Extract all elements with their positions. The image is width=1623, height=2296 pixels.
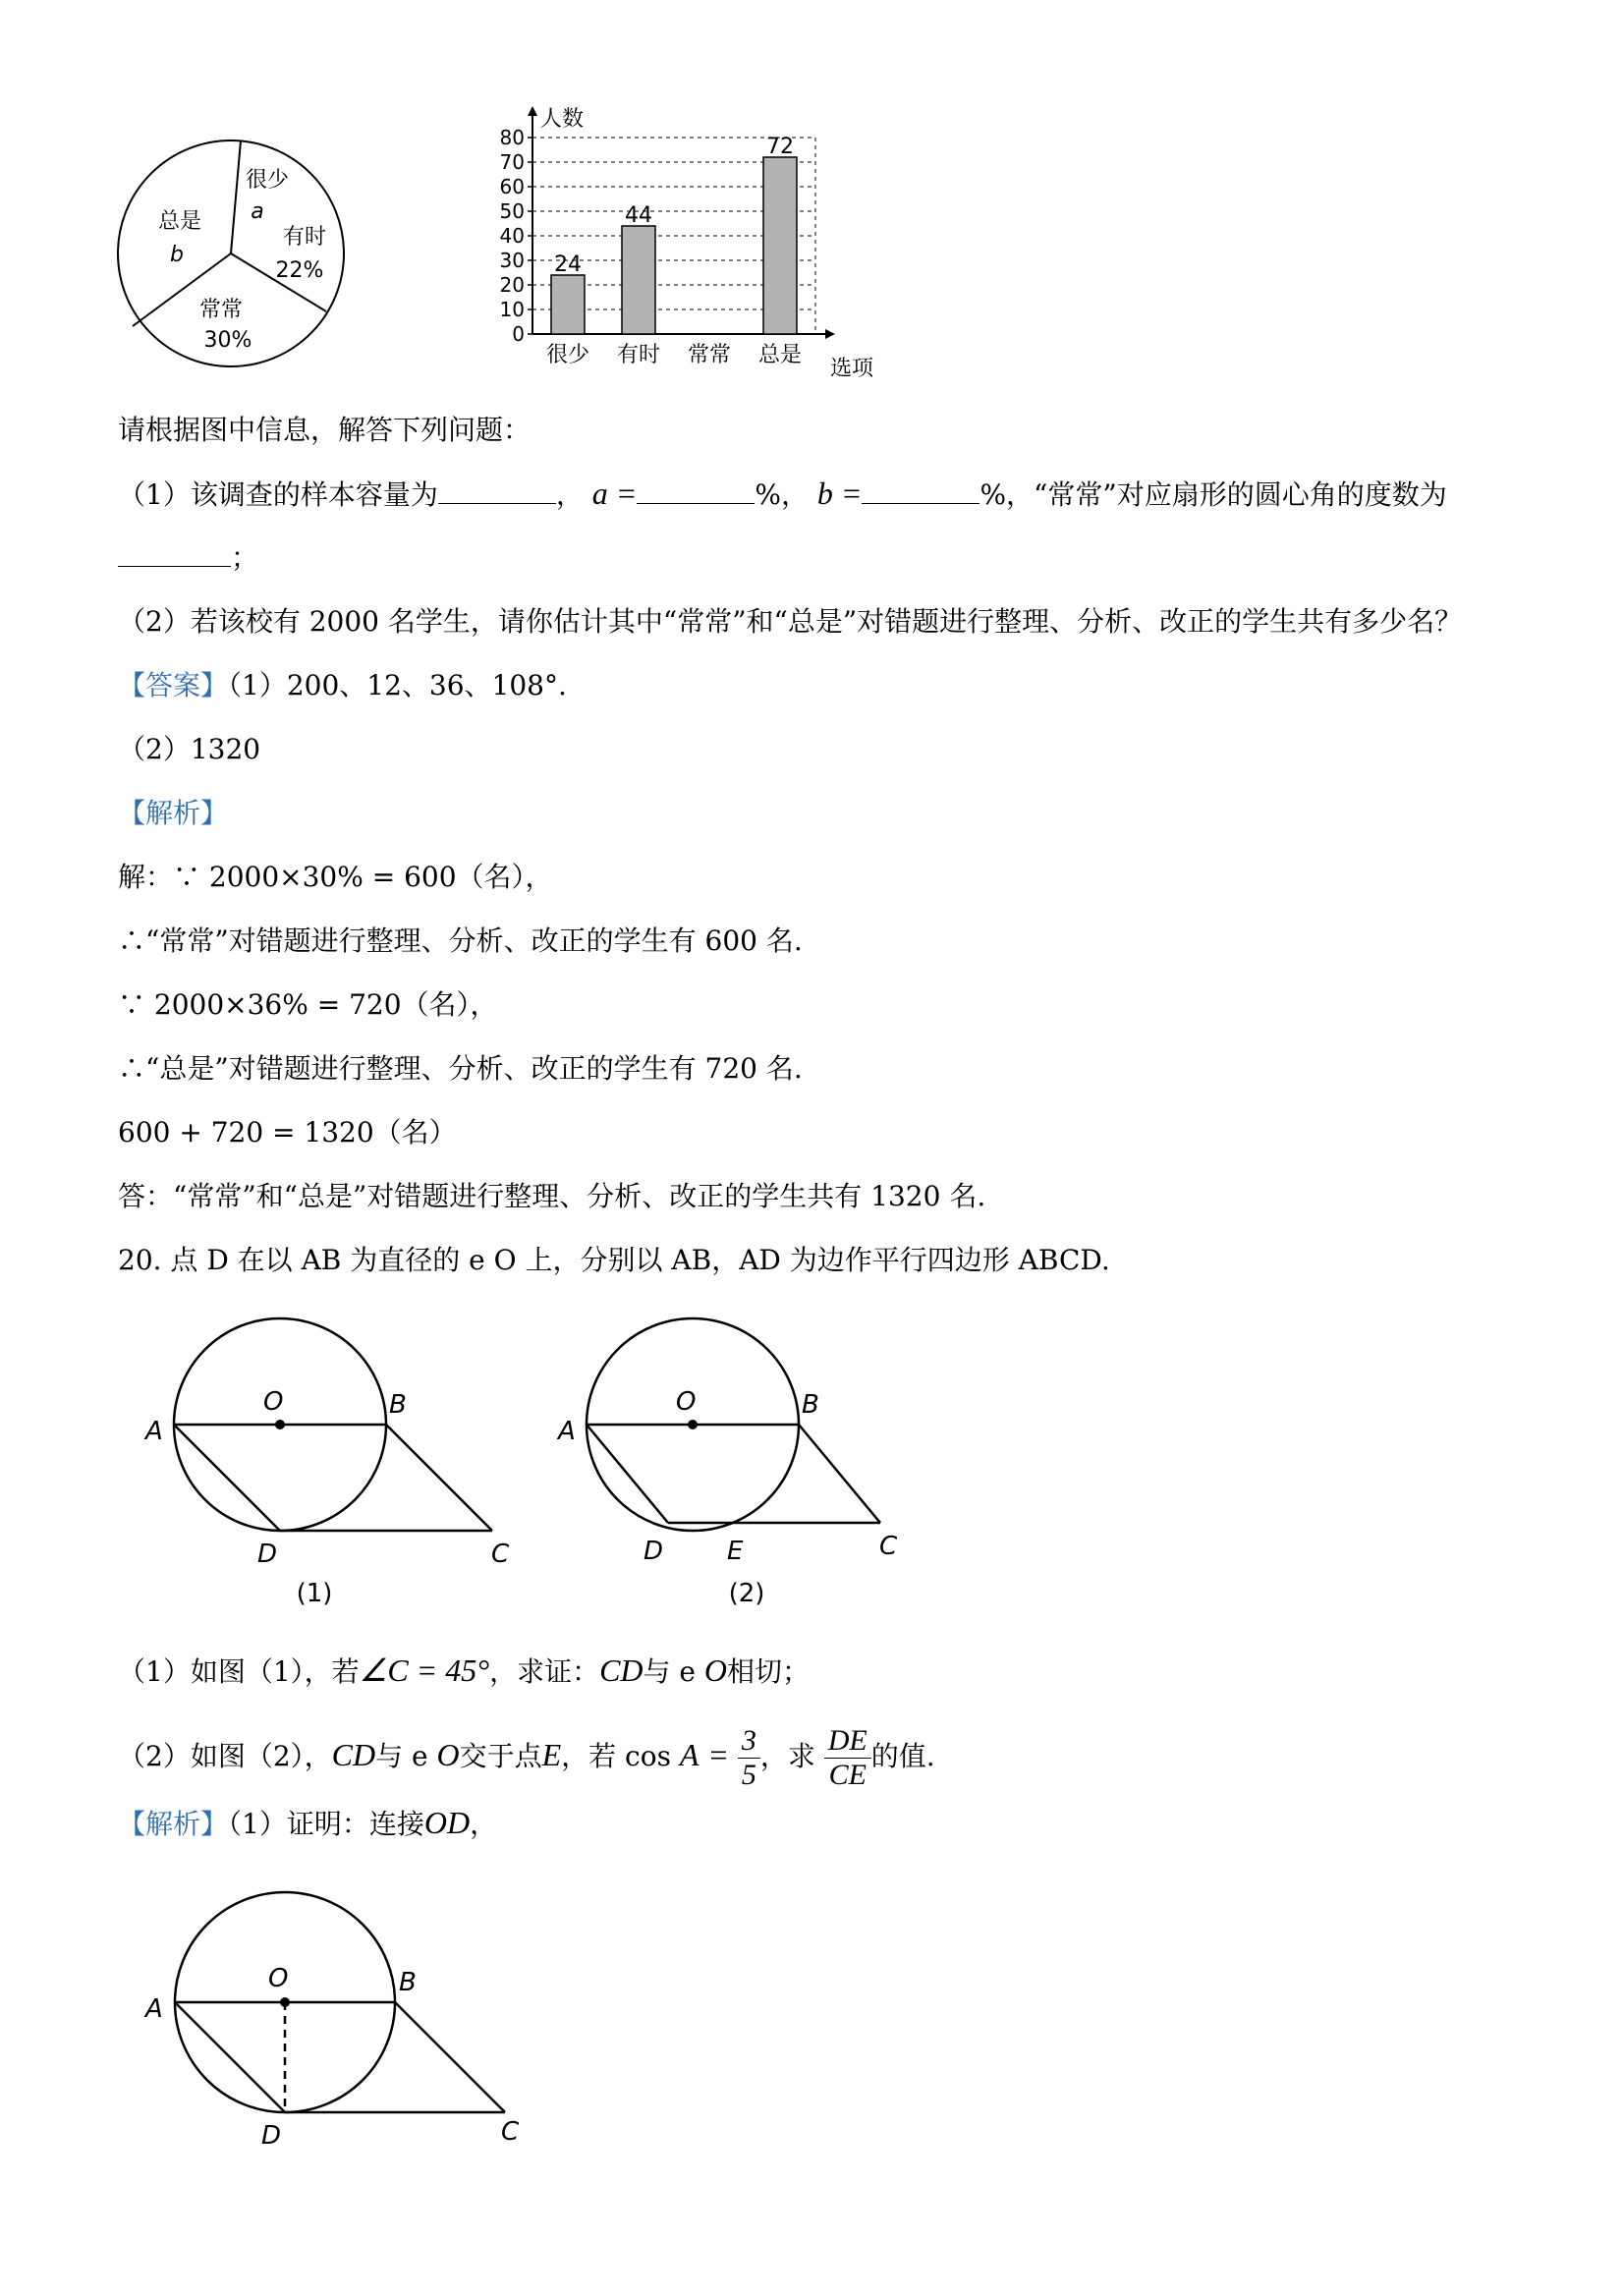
solution-line-2: ∴“常常”对错题进行整理、分析、改正的学生有 600 名. bbox=[118, 924, 803, 957]
pie-label-youshi: 有时 bbox=[282, 225, 327, 250]
fig2-label-A: A bbox=[558, 1417, 576, 1446]
pie-chart bbox=[108, 138, 354, 383]
x-tick-label: 总是 bbox=[757, 343, 803, 367]
pie-label-zongshi: 总是 bbox=[157, 209, 202, 234]
figure-3 bbox=[138, 1876, 550, 2161]
solution-line-6: 答：“常常”和“总是”对错题进行整理、分析、改正的学生共有 1320 名. bbox=[118, 1180, 986, 1212]
x-axis-label: 选项 bbox=[830, 357, 874, 381]
y-tick-label: 50 bbox=[499, 199, 525, 223]
fig1-label-C: C bbox=[491, 1540, 510, 1569]
fig3-label-A: A bbox=[145, 1994, 163, 2024]
bar-3 bbox=[763, 157, 797, 334]
bar-1 bbox=[622, 226, 655, 334]
pie-label-henshao: 很少 bbox=[245, 168, 290, 193]
fig3-label-D: D bbox=[261, 2121, 282, 2151]
bar-value-label: 24 bbox=[554, 252, 582, 277]
fig1-label-A: A bbox=[145, 1417, 163, 1446]
figure-1 bbox=[138, 1302, 531, 1616]
pie-value-youshi: 22% bbox=[275, 258, 324, 283]
bar-chart bbox=[462, 98, 894, 393]
bar-0 bbox=[551, 275, 585, 334]
question-2: （2）若该校有 2000 名学生，请你估计其中“常常”和“总是”对错题进行整理、分析、改正的学生共有多少名？ bbox=[118, 605, 1463, 638]
figure-2 bbox=[550, 1302, 943, 1616]
fraction-3-5: $\frac{3}{5}$ bbox=[738, 1724, 760, 1792]
fig2-label-C: C bbox=[879, 1532, 898, 1561]
y-tick-label: 10 bbox=[499, 298, 525, 321]
solution-line-5: 600 + 720 = 1320（名） bbox=[118, 1116, 457, 1148]
bar-value-label: 44 bbox=[625, 203, 652, 228]
y-tick-label: 30 bbox=[499, 249, 525, 272]
fig3-label-B: B bbox=[399, 1968, 417, 1997]
x-axis-arrow bbox=[825, 329, 835, 339]
problem-20-part-2: （2）如图（2），CD与 e O交于点E，若 cos A = $\frac{3}{5}$ ，求 $\frac{DE}{CE}$ 的值. bbox=[118, 1724, 935, 1791]
y-tick-label: 80 bbox=[499, 126, 525, 149]
fig2-label-B: B bbox=[802, 1390, 819, 1420]
fig1-label-O: O bbox=[263, 1387, 284, 1417]
pie-value-zongshi: b bbox=[170, 243, 184, 267]
x-tick-label: 常常 bbox=[687, 343, 732, 367]
y-axis-label: 人数 bbox=[540, 107, 585, 132]
question-1: （1）该调查的样本容量为 ， a = %， b = %，“常常”对应扇形的圆心角的度数为 bbox=[118, 476, 1447, 511]
y-axis-arrow bbox=[528, 106, 537, 116]
pie-value-changchang: 30% bbox=[203, 328, 252, 353]
blank-b bbox=[862, 476, 979, 504]
solution-line-4: ∴“总是”对错题进行整理、分析、改正的学生有 720 名. bbox=[118, 1052, 803, 1085]
fig3-label-O: O bbox=[268, 1964, 289, 1993]
fraction-de-ce: $\frac{DE}{CE}$ bbox=[824, 1724, 871, 1792]
answer-2: （2）1320 bbox=[118, 733, 261, 765]
blank-sample-size bbox=[438, 476, 556, 504]
y-tick-label: 60 bbox=[499, 175, 525, 198]
fig1-caption: (1) bbox=[296, 1579, 333, 1608]
x-tick-label: 很少 bbox=[545, 343, 590, 367]
fig2-caption: (2) bbox=[728, 1579, 765, 1608]
fig1-label-D: D bbox=[257, 1540, 278, 1569]
analysis-2: 【解析】（1）证明：连接OD， bbox=[118, 1805, 498, 1840]
y-tick-label: 70 bbox=[499, 150, 525, 174]
fig2-label-E: E bbox=[727, 1537, 744, 1566]
x-tick-label: 有时 bbox=[616, 343, 661, 367]
y-tick-label: 0 bbox=[512, 322, 525, 346]
bar-value-label: 72 bbox=[766, 135, 794, 159]
problem-20-part-1: （1）如图（1），若∠C = 45°，求证：CD与 e O相切； bbox=[118, 1652, 811, 1688]
fig2-label-D: D bbox=[644, 1537, 664, 1566]
solution-line-1: 解：∵ 2000×30% = 600（名）， bbox=[118, 861, 553, 893]
y-tick-label: 20 bbox=[499, 273, 525, 297]
fig2-label-O: O bbox=[676, 1387, 697, 1417]
fig1-label-B: B bbox=[389, 1390, 407, 1420]
answer: 【答案】（1）200、12、36、108°. bbox=[118, 669, 567, 701]
analysis-tag: 【解析】 bbox=[118, 797, 229, 829]
y-tick-label: 40 bbox=[499, 224, 525, 248]
question-1-cont: ； bbox=[118, 538, 258, 578]
pie-value-henshao: a bbox=[251, 199, 264, 224]
intro-text: 请根据图中信息，解答下列问题： bbox=[118, 414, 532, 446]
blank-a bbox=[637, 476, 755, 504]
problem-20: 20. 点 D 在以 AB 为直径的 e O 上，分别以 AB，AD 为边作平行四边形 ABCD. bbox=[118, 1244, 1110, 1276]
solution-line-3: ∵ 2000×36% = 720（名）， bbox=[118, 988, 498, 1021]
pie-label-changchang: 常常 bbox=[198, 298, 244, 322]
fig3-label-C: C bbox=[501, 2117, 520, 2147]
blank-angle bbox=[118, 538, 231, 567]
